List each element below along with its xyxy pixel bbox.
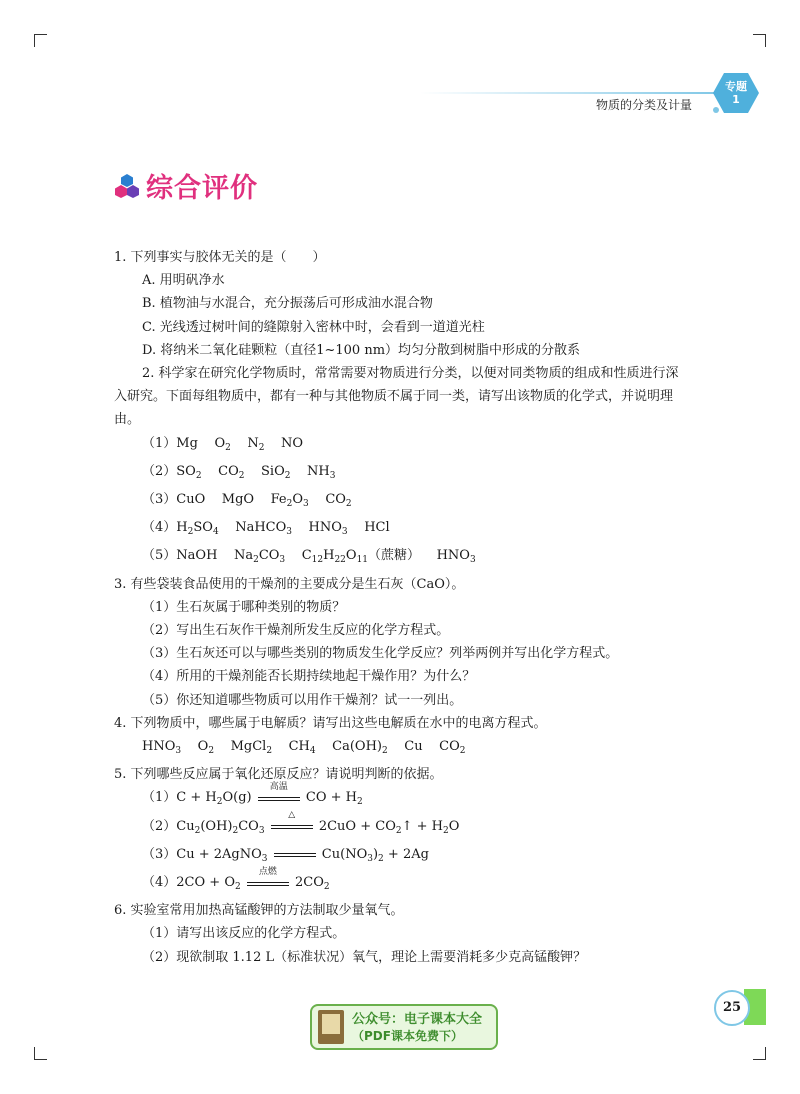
q1-option-a: A. 用明矾净水: [142, 273, 225, 289]
q2-group-5: （5）NaOH $Na_2CO_3$ $C_{12}H_{22}O_{11}$（蔗糖） $HNO_3$: [142, 548, 476, 566]
q2-stem: 2. 科学家在研究化学物质时，常常需要对物质进行分类，以便对同类物质的组成和性质进行深入研究。下面每组物质中，都有一种与其他物质不属于同一类，请写出该物质的化学式，并说明理由。: [114, 366, 679, 428]
q3-item-4: （4）所用的干燥剂能否长期持续地起干燥作用？为什么？: [142, 669, 476, 685]
watermark-line-1: 公众号：电子课本大全: [352, 1011, 483, 1027]
q3-item-1: （1）生石灰属于哪种类别的物质？: [142, 599, 346, 615]
q6-item-2: （2）现欲制取 1.12 L（标准状况）氧气，理论上需要消耗多少克高锰酸钾？: [142, 949, 587, 965]
reaction-arrow: [274, 847, 316, 861]
q6-stem: 6. 实验室常用加热高锰酸钾的方法制取少量氧气。: [114, 903, 404, 919]
reaction-arrow: △: [271, 819, 313, 833]
book-icon: [318, 1010, 344, 1044]
q4-formulas: $HNO_3$ $O_2$ MgCl$_2$ $CH_4$ $Ca(OH)_2$ Cu $CO_2$: [142, 739, 466, 757]
header-rule: [420, 92, 720, 94]
crop-mark-bottom-left: [34, 1047, 47, 1060]
reaction-arrow: 点燃: [247, 876, 289, 890]
q2-group-4: $(4)H_2SO_4$ NaHCO$_3$ $HNO_3$ HCl: [142, 520, 390, 538]
q6-item-1: （1）请写出该反应的化学方程式。: [142, 926, 346, 942]
q1-option-d: D. 将纳米二氧化硅颗粒（直径1~100 nm）均匀分散到树脂中形成的分散系: [142, 342, 581, 358]
q5-reaction-4: $(4)2CO + O_2$ 点燃 $2CO_2$: [142, 866, 330, 893]
q2-group-2: $(2)SO_2$ $CO_2$ SiO$_2$ $NH_3$: [142, 463, 336, 481]
watermark-banner: [310, 1004, 498, 1050]
q2-group-1: （1）Mg $O_2$ $N_2$ NO: [142, 435, 304, 453]
chapter-title: 物质的分类及计量: [595, 98, 692, 112]
page-number: 25: [714, 990, 750, 1026]
q1-stem: 1. 下列事实与胶体无关的是（ ）: [114, 250, 326, 265]
q5-stem: 5. 下列哪些反应属于氧化还原反应？请说明判断的依据。: [114, 767, 443, 783]
q5-reaction-2: $(2)Cu_2(OH)_2CO_3$ △ $2CuO + CO_2↑ + H_2O$: [142, 810, 460, 836]
crop-mark-top-right: [753, 34, 766, 47]
chapter-badge: 专题 1: [725, 80, 747, 106]
exercise-list: [114, 246, 686, 969]
q3-stem: 3. 有些袋装食品使用的干燥剂的主要成分是生石灰（CaO）。: [114, 576, 465, 592]
q5-reaction-1: $(1)C + H_2O(g)$ 高温 CO + $H_2$: [142, 781, 363, 808]
q3-item-3: （3）生石灰还可以与哪些类别的物质发生化学反应？列举两例并写出化学方程式。: [142, 646, 619, 662]
q3-item-2: （2）写出生石灰作干燥剂所发生反应的化学方程式。: [142, 623, 450, 639]
q3-item-5: （5）你还知道哪些物质可以用作干燥剂？试一一列出。: [142, 692, 463, 708]
watermark-line-2: （PDF课本免费下）: [352, 1028, 463, 1043]
q2-group-3: （3）CuO MgO $Fe_2O_3$ $CO_2$: [142, 492, 352, 510]
q1-option-b: B. 植物油与水混合，充分振荡后可形成油水混合物: [142, 296, 433, 312]
section-heading: [114, 166, 258, 205]
section-title: 综合评价: [146, 173, 258, 204]
crop-mark-bottom-right: [753, 1047, 766, 1060]
q5-reaction-3: （3）Cu + 2AgNO$_3$ $Cu(NO_3)_2 + 2Ag$: [142, 846, 429, 864]
reaction-arrow: 高温: [258, 791, 300, 805]
q4-stem: 4. 下列物质中，哪些属于电解质？请写出这些电解质在水中的电离方程式。: [114, 715, 547, 731]
cube-cluster-icon: [114, 173, 140, 199]
crop-mark-top-left: [34, 34, 47, 47]
q1-option-c: C. 光线透过树叶间的缝隙射入密林中时，会看到一道道光柱: [142, 319, 485, 335]
